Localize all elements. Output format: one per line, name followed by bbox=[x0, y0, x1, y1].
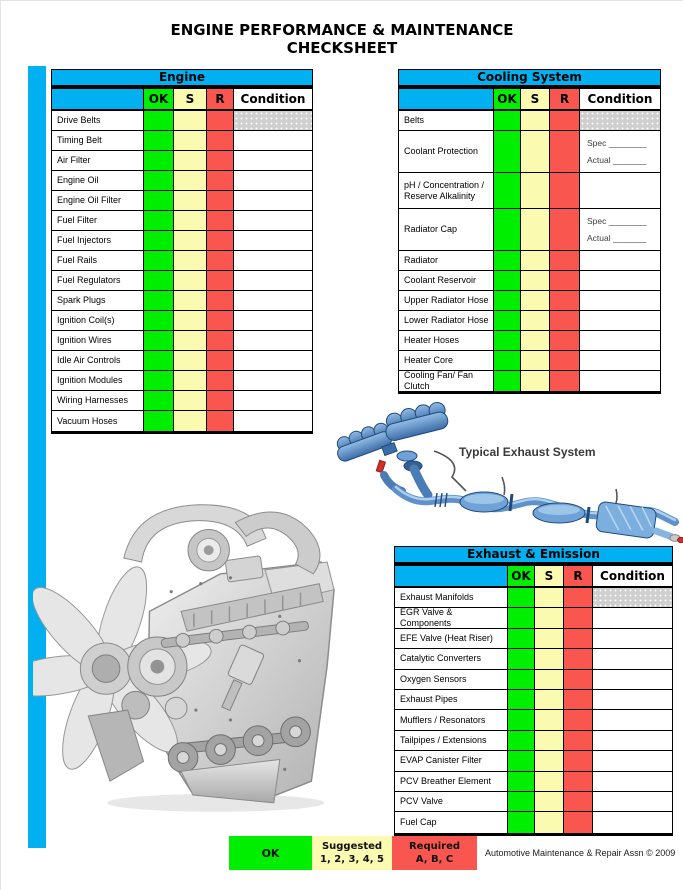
row-label: Vacuum Hoses bbox=[52, 411, 144, 431]
row-label: Fuel Rails bbox=[52, 251, 144, 271]
suggested-cell bbox=[521, 111, 550, 131]
row-label: Ignition Modules bbox=[52, 371, 144, 391]
row-label: Ignition Coil(s) bbox=[52, 311, 144, 331]
column-header: R bbox=[207, 89, 234, 111]
row-label: Heater Core bbox=[399, 351, 494, 371]
row-label: Belts bbox=[399, 111, 494, 131]
suggested-cell bbox=[174, 351, 207, 371]
column-header: Condition bbox=[593, 566, 672, 588]
suggested-cell bbox=[174, 251, 207, 271]
suggested-cell bbox=[535, 608, 564, 628]
ok-cell bbox=[494, 291, 521, 311]
ok-cell bbox=[144, 311, 174, 331]
suggested-cell bbox=[535, 649, 564, 669]
row-label: pH / Concentration / Reserve Alkalinity bbox=[399, 173, 494, 209]
table-row bbox=[52, 151, 312, 171]
ok-cell bbox=[494, 331, 521, 351]
condition-cell bbox=[234, 271, 312, 291]
required-cell bbox=[550, 291, 580, 311]
row-label: Radiator Cap bbox=[399, 209, 494, 251]
table-row bbox=[399, 111, 660, 131]
table-row bbox=[399, 271, 660, 291]
row-label: Coolant Reservoir bbox=[399, 271, 494, 291]
required-cell bbox=[207, 111, 234, 131]
table-title: Exhaust & Emission bbox=[394, 546, 673, 563]
row-label: Heater Hoses bbox=[399, 331, 494, 351]
engine-illustration bbox=[33, 463, 339, 819]
condition-cell bbox=[580, 291, 660, 311]
condition-cell bbox=[593, 792, 672, 812]
row-label: PCV Breather Element bbox=[395, 772, 508, 792]
ok-cell bbox=[144, 191, 174, 211]
column-header: OK bbox=[144, 89, 174, 111]
suggested-cell bbox=[521, 209, 550, 251]
required-cell bbox=[207, 151, 234, 171]
legend-ok bbox=[229, 836, 312, 870]
condition-cell bbox=[593, 670, 672, 690]
ok-cell bbox=[508, 792, 535, 812]
ok-cell bbox=[508, 731, 535, 751]
suggested-cell bbox=[174, 231, 207, 251]
engine-table bbox=[51, 69, 313, 434]
suggested-cell bbox=[535, 792, 564, 812]
ok-cell bbox=[508, 588, 535, 608]
table-row bbox=[52, 111, 312, 131]
ok-cell bbox=[508, 649, 535, 669]
table-row bbox=[395, 792, 672, 812]
required-cell bbox=[207, 411, 234, 431]
suggested-cell bbox=[174, 131, 207, 151]
ok-cell bbox=[144, 331, 174, 351]
ok-cell bbox=[508, 690, 535, 710]
condition-cell bbox=[593, 710, 672, 730]
row-label: Coolant Protection bbox=[399, 131, 494, 173]
condition-cell bbox=[580, 351, 660, 371]
condition-cell bbox=[580, 173, 660, 209]
condition-cell bbox=[234, 351, 312, 371]
ok-cell bbox=[144, 411, 174, 431]
table-row bbox=[399, 331, 660, 351]
legend-ok-label: OK bbox=[261, 846, 280, 860]
required-cell bbox=[550, 173, 580, 209]
table-row bbox=[399, 131, 660, 173]
row-label: Tailpipes / Extensions bbox=[395, 731, 508, 751]
table-row bbox=[399, 311, 660, 331]
ok-cell bbox=[144, 371, 174, 391]
row-label: Idle Air Controls bbox=[52, 351, 144, 371]
table-row bbox=[52, 131, 312, 151]
table-row bbox=[395, 649, 672, 669]
condition-cell bbox=[234, 291, 312, 311]
condition-cell bbox=[593, 731, 672, 751]
ok-cell bbox=[508, 670, 535, 690]
column-header: R bbox=[564, 566, 593, 588]
ok-cell bbox=[144, 111, 174, 131]
ok-cell bbox=[144, 351, 174, 371]
ok-cell bbox=[144, 291, 174, 311]
suggested-cell bbox=[174, 311, 207, 331]
table-row bbox=[395, 731, 672, 751]
table-row bbox=[399, 209, 660, 251]
copyright-text: Automotive Maintenance & Repair Assn © 2009 bbox=[485, 848, 676, 858]
required-cell bbox=[564, 608, 593, 628]
ok-cell bbox=[494, 173, 521, 209]
legend-suggested bbox=[312, 836, 392, 870]
row-label: Timing Belt bbox=[52, 131, 144, 151]
suggested-cell bbox=[521, 291, 550, 311]
suggested-cell bbox=[521, 371, 550, 391]
condition-cell bbox=[593, 772, 672, 792]
condition-cell bbox=[580, 111, 660, 131]
ok-cell bbox=[494, 111, 521, 131]
column-header: Condition bbox=[580, 89, 660, 111]
condition-cell bbox=[580, 209, 660, 251]
exhaust-emission-table bbox=[394, 546, 673, 836]
table-row bbox=[52, 211, 312, 231]
row-label: Mufflers / Resonators bbox=[395, 710, 508, 730]
condition-cell bbox=[593, 629, 672, 649]
suggested-cell bbox=[535, 812, 564, 832]
table-header-row bbox=[399, 89, 660, 111]
column-header: S bbox=[174, 89, 207, 111]
required-cell bbox=[564, 751, 593, 771]
required-cell bbox=[550, 271, 580, 291]
suggested-cell bbox=[174, 171, 207, 191]
condition-cell bbox=[580, 331, 660, 351]
table-row bbox=[395, 751, 672, 771]
suggested-cell bbox=[174, 191, 207, 211]
legend-suggested-values: 1, 2, 3, 4, 5 bbox=[320, 854, 384, 865]
table-row bbox=[395, 670, 672, 690]
row-label: Ignition Wires bbox=[52, 331, 144, 351]
required-cell bbox=[207, 311, 234, 331]
required-cell bbox=[564, 772, 593, 792]
ok-cell bbox=[494, 131, 521, 173]
legend-suggested-label: Suggested bbox=[321, 841, 383, 852]
suggested-cell bbox=[174, 151, 207, 171]
required-cell bbox=[550, 209, 580, 251]
table-header-row bbox=[395, 566, 672, 588]
suggested-cell bbox=[535, 588, 564, 608]
table-title: Engine bbox=[51, 69, 313, 86]
ok-cell bbox=[144, 271, 174, 291]
row-label: Radiator bbox=[399, 251, 494, 271]
suggested-cell bbox=[174, 411, 207, 431]
table-row bbox=[52, 271, 312, 291]
ok-cell bbox=[508, 710, 535, 730]
page-title-line2: CHECKSHEET bbox=[286, 39, 398, 57]
required-cell bbox=[207, 171, 234, 191]
row-label: Drive Belts bbox=[52, 111, 144, 131]
row-label: Wiring Harnesses bbox=[52, 391, 144, 411]
ok-cell bbox=[144, 391, 174, 411]
suggested-cell bbox=[535, 710, 564, 730]
row-label: Air Filter bbox=[52, 151, 144, 171]
row-label: Upper Radiator Hose bbox=[399, 291, 494, 311]
ok-cell bbox=[494, 271, 521, 291]
table-row bbox=[399, 371, 660, 391]
table-row bbox=[395, 588, 672, 608]
table-row bbox=[52, 251, 312, 271]
row-label: Exhaust Pipes bbox=[395, 690, 508, 710]
required-cell bbox=[550, 251, 580, 271]
suggested-cell bbox=[535, 690, 564, 710]
required-cell bbox=[207, 271, 234, 291]
suggested-cell bbox=[174, 391, 207, 411]
table-header-row bbox=[52, 89, 312, 111]
required-cell bbox=[564, 649, 593, 669]
ok-cell bbox=[494, 351, 521, 371]
table-row bbox=[395, 629, 672, 649]
ok-cell bbox=[494, 371, 521, 391]
suggested-cell bbox=[535, 670, 564, 690]
suggested-cell bbox=[174, 271, 207, 291]
row-label: Fuel Injectors bbox=[52, 231, 144, 251]
required-cell bbox=[207, 391, 234, 411]
condition-cell bbox=[234, 191, 312, 211]
table-row bbox=[395, 608, 672, 628]
required-cell bbox=[564, 690, 593, 710]
column-header: OK bbox=[494, 89, 521, 111]
suggested-cell bbox=[521, 271, 550, 291]
row-label: Exhaust Manifolds bbox=[395, 588, 508, 608]
condition-cell bbox=[593, 812, 672, 832]
table-row bbox=[399, 351, 660, 371]
ok-cell bbox=[508, 629, 535, 649]
table-row bbox=[52, 231, 312, 251]
table-row bbox=[52, 171, 312, 191]
row-label: PCV Valve bbox=[395, 792, 508, 812]
legend-required-label: Required bbox=[408, 841, 461, 852]
legend-required bbox=[392, 836, 477, 870]
required-cell bbox=[207, 211, 234, 231]
suggested-cell bbox=[521, 173, 550, 209]
condition-cell bbox=[234, 231, 312, 251]
row-label: Oxygen Sensors bbox=[395, 670, 508, 690]
ok-cell bbox=[144, 231, 174, 251]
condition-cell bbox=[234, 411, 312, 431]
required-cell bbox=[564, 670, 593, 690]
condition-cell bbox=[580, 251, 660, 271]
required-cell bbox=[207, 351, 234, 371]
page-title bbox=[1, 21, 683, 57]
ok-cell bbox=[144, 151, 174, 171]
condition-cell bbox=[234, 171, 312, 191]
suggested-cell bbox=[521, 331, 550, 351]
row-label: Lower Radiator Hose bbox=[399, 311, 494, 331]
required-cell bbox=[550, 111, 580, 131]
required-cell bbox=[564, 792, 593, 812]
suggested-cell bbox=[521, 311, 550, 331]
table-grid bbox=[398, 86, 661, 394]
cooling-system-table bbox=[398, 69, 661, 394]
ok-cell bbox=[508, 751, 535, 771]
table-row bbox=[399, 291, 660, 311]
table-row bbox=[52, 191, 312, 211]
suggested-cell bbox=[174, 291, 207, 311]
suggested-cell bbox=[174, 111, 207, 131]
condition-cell bbox=[234, 391, 312, 411]
table-row bbox=[395, 812, 672, 832]
row-label: Fuel Cap bbox=[395, 812, 508, 832]
required-cell bbox=[564, 812, 593, 832]
row-label: Spark Plugs bbox=[52, 291, 144, 311]
column-header: Condition bbox=[234, 89, 312, 111]
table-row bbox=[399, 251, 660, 271]
condition-cell bbox=[234, 151, 312, 171]
row-label: Engine Oil bbox=[52, 171, 144, 191]
column-header: S bbox=[535, 566, 564, 588]
row-label: Fuel Filter bbox=[52, 211, 144, 231]
required-cell bbox=[207, 251, 234, 271]
table-row bbox=[395, 772, 672, 792]
required-cell bbox=[550, 351, 580, 371]
suggested-cell bbox=[535, 731, 564, 751]
ok-cell bbox=[144, 251, 174, 271]
condition-cell bbox=[593, 649, 672, 669]
condition-cell bbox=[234, 311, 312, 331]
column-header: OK bbox=[508, 566, 535, 588]
required-cell bbox=[564, 710, 593, 730]
condition-cell bbox=[593, 588, 672, 608]
required-cell bbox=[564, 629, 593, 649]
condition-cell bbox=[234, 331, 312, 351]
suggested-cell bbox=[535, 772, 564, 792]
table-grid bbox=[394, 563, 673, 836]
condition-cell bbox=[593, 690, 672, 710]
condition-cell bbox=[580, 311, 660, 331]
ok-cell bbox=[144, 211, 174, 231]
required-cell bbox=[564, 588, 593, 608]
ok-cell bbox=[494, 209, 521, 251]
table-row bbox=[52, 291, 312, 311]
required-cell bbox=[207, 191, 234, 211]
required-cell bbox=[207, 231, 234, 251]
table-grid bbox=[51, 86, 313, 434]
column-header bbox=[399, 89, 494, 111]
actual-field: Actual _______ bbox=[587, 155, 647, 165]
suggested-cell bbox=[174, 211, 207, 231]
condition-cell bbox=[593, 751, 672, 771]
row-label: EGR Valve & Components bbox=[395, 608, 508, 628]
row-label: EFE Valve (Heat Riser) bbox=[395, 629, 508, 649]
suggested-cell bbox=[521, 131, 550, 173]
suggested-cell bbox=[535, 629, 564, 649]
table-row bbox=[395, 710, 672, 730]
table-row bbox=[52, 331, 312, 351]
required-cell bbox=[550, 371, 580, 391]
ok-cell bbox=[508, 608, 535, 628]
spec-field: Spec ________ bbox=[587, 138, 647, 148]
column-header: S bbox=[521, 89, 550, 111]
page-title-line1: ENGINE PERFORMANCE & MAINTENANCE bbox=[170, 21, 514, 39]
condition-cell bbox=[580, 271, 660, 291]
required-cell bbox=[207, 291, 234, 311]
column-header bbox=[52, 89, 144, 111]
ok-cell bbox=[508, 772, 535, 792]
table-row bbox=[52, 351, 312, 371]
condition-cell bbox=[580, 131, 660, 173]
required-cell bbox=[550, 311, 580, 331]
table-title: Cooling System bbox=[398, 69, 661, 86]
condition-cell bbox=[234, 371, 312, 391]
spec-field: Spec ________ bbox=[587, 216, 647, 226]
column-header: R bbox=[550, 89, 580, 111]
suggested-cell bbox=[535, 751, 564, 771]
ok-cell bbox=[494, 311, 521, 331]
condition-cell bbox=[593, 608, 672, 628]
suggested-cell bbox=[174, 371, 207, 391]
condition-cell bbox=[234, 211, 312, 231]
table-row bbox=[52, 311, 312, 331]
table-row bbox=[395, 690, 672, 710]
table-row bbox=[52, 411, 312, 431]
condition-cell bbox=[234, 251, 312, 271]
condition-cell bbox=[234, 131, 312, 151]
ok-cell bbox=[508, 812, 535, 832]
actual-field: Actual _______ bbox=[587, 233, 647, 243]
required-cell bbox=[564, 731, 593, 751]
table-row bbox=[52, 391, 312, 411]
required-cell bbox=[207, 331, 234, 351]
row-label: EVAP Canister Filter bbox=[395, 751, 508, 771]
ok-cell bbox=[144, 131, 174, 151]
required-cell bbox=[207, 131, 234, 151]
required-cell bbox=[207, 371, 234, 391]
suggested-cell bbox=[521, 251, 550, 271]
required-cell bbox=[550, 331, 580, 351]
row-label: Catalytic Converters bbox=[395, 649, 508, 669]
required-cell bbox=[550, 131, 580, 173]
row-label: Fuel Regulators bbox=[52, 271, 144, 291]
ok-cell bbox=[494, 251, 521, 271]
suggested-cell bbox=[521, 351, 550, 371]
condition-cell bbox=[580, 371, 660, 391]
ok-cell bbox=[144, 171, 174, 191]
row-label: Cooling Fan/ Fan Clutch bbox=[399, 371, 494, 391]
table-row bbox=[52, 371, 312, 391]
legend-required-values: A, B, C bbox=[415, 854, 454, 865]
suggested-cell bbox=[174, 331, 207, 351]
row-label: Engine Oil Filter bbox=[52, 191, 144, 211]
table-row bbox=[399, 173, 660, 209]
column-header bbox=[395, 566, 508, 588]
exhaust-illustration-caption: Typical Exhaust System bbox=[459, 445, 596, 459]
condition-cell bbox=[234, 111, 312, 131]
exhaust-system-illustration bbox=[334, 399, 683, 546]
